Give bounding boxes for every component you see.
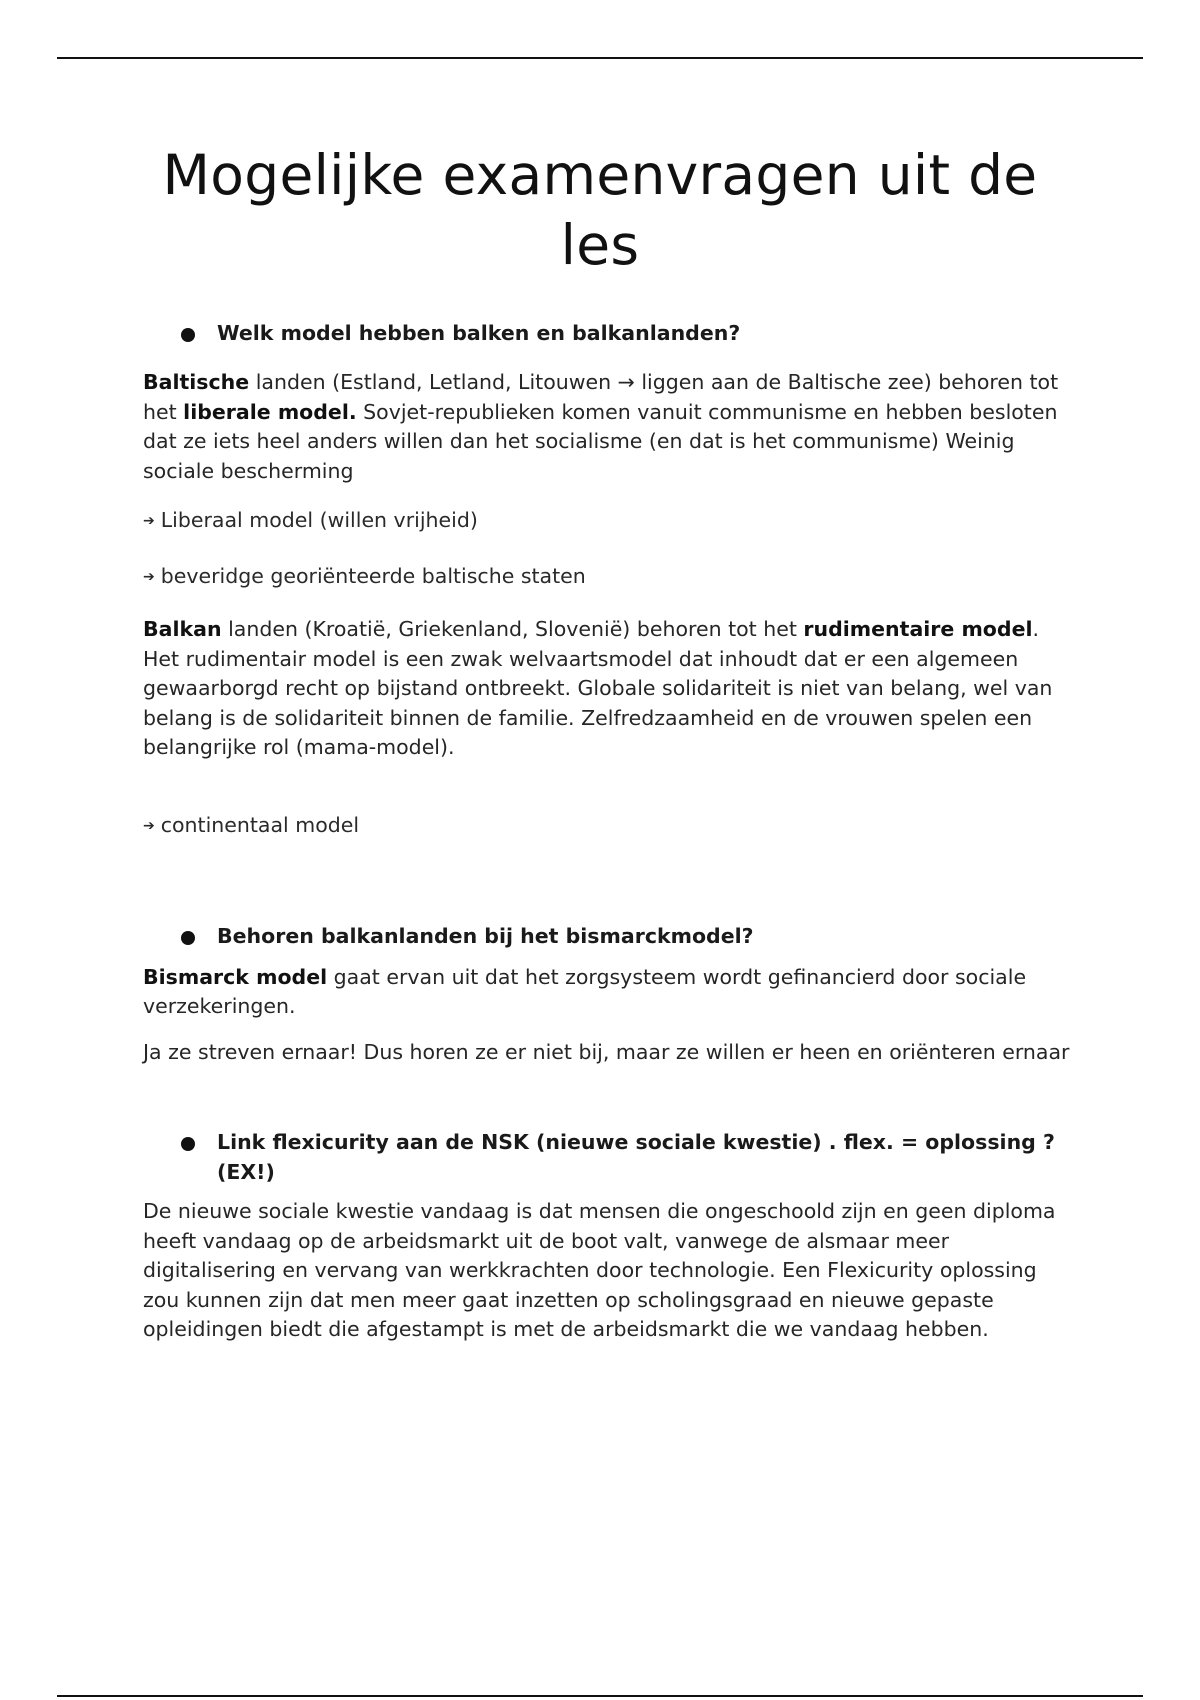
question-1-text: Welk model hebben balken en balkanlanden? [217,321,741,345]
document-body [143,318,1073,1345]
bold-term: Bismarck model [143,964,328,989]
question-1 [143,318,1073,348]
bold-term: Balkan [143,617,222,641]
arrow-note-3 [143,811,1073,843]
arrow-note-text: beveridge georiënteerde baltische staten [160,564,586,588]
answer-2-paragraph-2: Ja ze streven ernaar! Dus horen ze er niet bij, maar ze willen er heen en oriënteren ernaar [143,1039,1070,1064]
question-2-text: Behoren balkanlanden bij het bismarckmodel? [217,923,754,948]
page-title: Mogelijke examenvragen uit de les [162,143,1038,277]
bold-term: rudimentaire model [803,617,1033,641]
answer-text: landen (Kroatië, Griekenland, Slovenië) behoren tot het [221,617,804,641]
arrow-note-1 [143,506,1073,538]
question-3-text: Link flexicurity aan de NSK (nieuwe sociale kwestie) . flex. = oplossing ? (EX!) [217,1130,1055,1184]
answer-text: gaat ervan uit dat het zorgsysteem wordt gefinancierd door sociale verzekeringen. [143,964,1027,1018]
arrow-note-text: continentaal model [160,812,360,837]
arrow-note-2 [143,562,1073,594]
arrow-right-icon: ➔ [143,817,155,834]
question-2 [143,921,1073,951]
answer-1-paragraph-2 [143,615,1073,763]
answer-text: landen (Estland, Letland, Litouwen → liggen aan de Baltische zee) behoren tot het [143,370,1059,424]
arrow-right-icon: ➔ [143,569,155,585]
bullet-icon [181,931,195,945]
question-3 [143,1127,1073,1187]
arrow-note-text: Liberaal model (willen vrijheid) [160,508,478,532]
arrow-right-icon: ➔ [143,513,155,529]
top-rule [57,57,1143,59]
bold-term: Baltische [143,370,250,394]
bold-term: liberale model. [183,399,357,424]
answer-3-paragraph-1: De nieuwe sociale kwestie vandaag is dat mensen die ongeschoold zijn en geen diploma heeft vandaag op de arbeidsmarkt uit de boot valt, vanwege de alsmaar meer digitalisering en vervang van werkkrachten door technologie. Een Flexicurity oplossing zou kunnen zijn dat men meer gaat inzetten op scholingsgraad en nieuwe gepaste opleidingen biedt die afgestampt is met de arbeidsmarkt die we vandaag hebben. [143,1199,1056,1341]
answer-text: . Het rudimentair model is een zwak welvaartsmodel dat inhoudt dat er een algemeen gewaarborgd recht op bijstand ontbreekt. Globale solidariteit is niet van belang, wel van belang is de solidariteit binnen de familie. Zelfredzaamheid en de vrouwen spelen een belangrijke rol (mama-model). [143,617,1053,759]
bottom-rule [57,1695,1143,1697]
answer-2-paragraph-1 [143,963,1073,1022]
answer-1-paragraph-1 [143,368,1073,486]
bullet-icon [181,328,195,342]
bullet-icon [181,1137,195,1151]
answer-text: Sovjet-republieken komen vanuit communisme en hebben besloten dat ze iets heel anders willen dan het socialisme (en dat is het communisme) Weinig sociale bescherming [143,399,1058,483]
